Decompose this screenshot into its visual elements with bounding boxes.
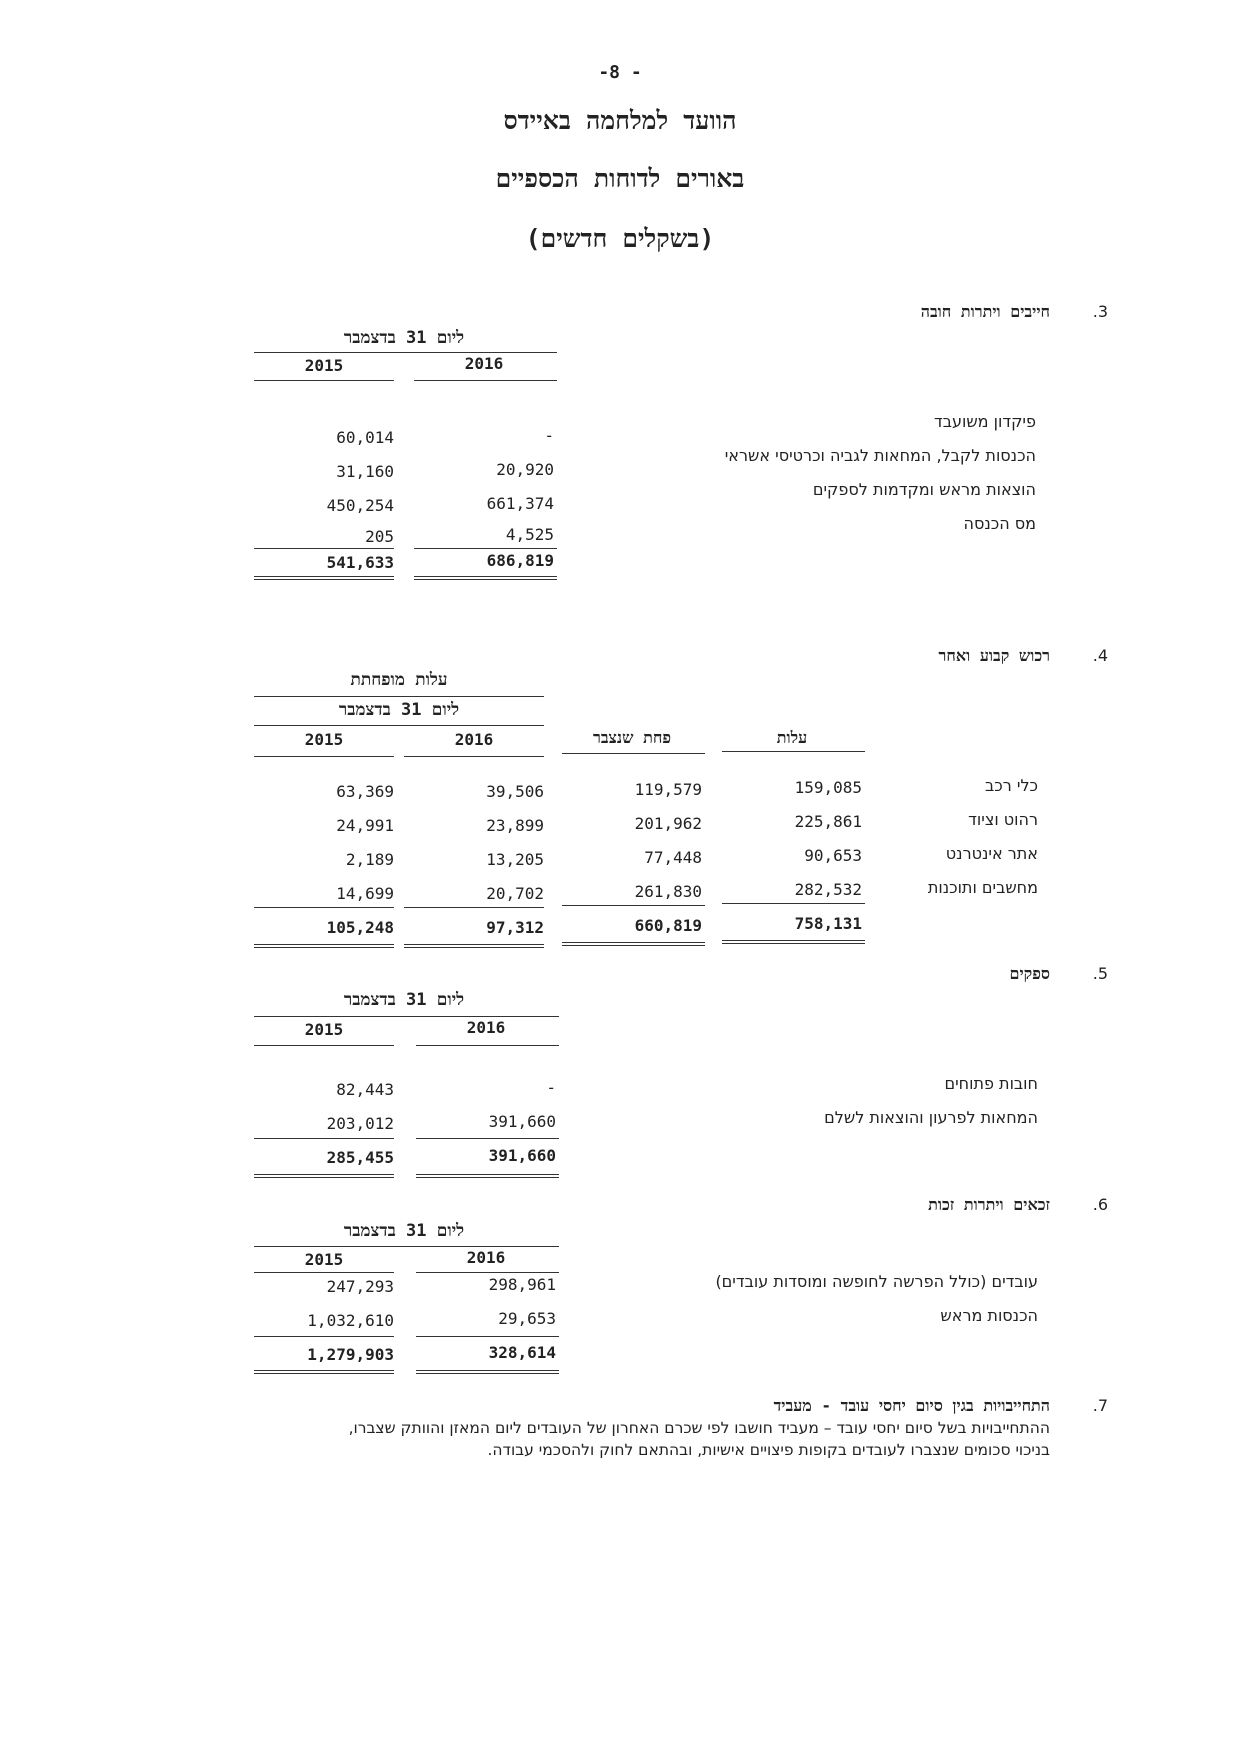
note-4-double-rule-2015 — [254, 944, 394, 948]
note-4-date-rule — [254, 725, 544, 726]
note-5-row-2016: - — [546, 1078, 556, 1097]
note-6-total-2016: 328,614 — [488, 1343, 556, 1362]
note-3-sum-rule-2015 — [254, 548, 394, 549]
note-4-depreciated-rule — [254, 696, 544, 697]
note-5-row-label: חובות פתוחים — [944, 1074, 1038, 1093]
note-7-title: התחייבויות בגין סיום יחסי עובד - מעביד — [773, 1396, 1050, 1415]
note-3-number: .3 — [1092, 302, 1108, 321]
note-5-total-2016: 391,660 — [488, 1146, 556, 1165]
note-3-row-label: הכנסות לקבל, המחאות לגביה וכרטיסי אשראי — [724, 446, 1036, 465]
note-6-number: .6 — [1092, 1195, 1108, 1214]
note-4-row-label: אתר אינטרנט — [945, 844, 1038, 863]
note-3-row-2016: 4,525 — [505, 525, 554, 544]
note-6-double-rule-2016 — [416, 1370, 559, 1374]
note-4-row-depr: 77,448 — [644, 848, 702, 867]
note-3-row-2015: 31,160 — [336, 462, 394, 481]
note-3-row-2016: 661,374 — [486, 494, 554, 513]
document-title: באורים לדוחות הכספיים — [495, 164, 745, 193]
note-5-double-rule-2015 — [254, 1174, 394, 1178]
note-6-header-rule — [254, 1246, 559, 1247]
note-4-sum-rule-2016 — [404, 907, 544, 908]
note-6-row-2016: 29,653 — [498, 1309, 556, 1328]
note-4-year-rule-2016 — [404, 756, 544, 757]
note-4-total-2016: 97,312 — [486, 918, 544, 937]
note-3-sum-rule-2016 — [414, 548, 557, 549]
note-5-year-rule-2016 — [416, 1045, 559, 1046]
note-4-row-depr: 201,962 — [634, 814, 702, 833]
note-4-total-2015: 105,248 — [326, 918, 394, 937]
note-4-row-2015: 24,991 — [336, 816, 394, 835]
note-4-row-2015: 2,189 — [345, 850, 394, 869]
note-4-col-cost: עלות — [776, 728, 808, 747]
note-5-year-2016: 2016 — [466, 1018, 506, 1037]
note-4-sum-rule-2015 — [254, 907, 394, 908]
note-4-row-cost: 225,861 — [794, 812, 862, 831]
note-3-date-header: ליום 31 בדצמבר — [343, 328, 465, 348]
note-4-row-cost: 90,653 — [804, 846, 862, 865]
note-3-row-label: מס הכנסה — [963, 514, 1036, 533]
note-3-header-rule — [254, 352, 557, 353]
note-6-row-2015: 1,032,610 — [307, 1311, 394, 1330]
note-4-row-cost: 159,085 — [794, 778, 862, 797]
note-4-year-rule-2015 — [254, 756, 394, 757]
note-5-number: .5 — [1092, 964, 1108, 983]
note-3-year-2015: 2015 — [304, 356, 344, 375]
note-5-total-2015: 285,455 — [326, 1148, 394, 1167]
note-5-title: ספקים — [1009, 964, 1050, 983]
note-4-sum-rule-depr — [562, 905, 705, 906]
note-4-row-2016: 20,702 — [486, 884, 544, 903]
note-6-row-label: עובדים (כולל הפרשה לחופשה ומוסדות עובדים) — [715, 1272, 1038, 1291]
note-4-date-header: ליום 31 בדצמבר — [338, 700, 460, 720]
note-6-sum-rule-2016 — [416, 1336, 559, 1337]
currency-title: (בשקלים חדשים) — [525, 224, 715, 253]
note-7-number: .7 — [1092, 1396, 1108, 1415]
note-3-row-2016: 20,920 — [496, 460, 554, 479]
note-4-depr-rule — [562, 753, 705, 754]
note-5-date-header: ליום 31 בדצמבר — [343, 990, 465, 1010]
note-5-row-2015: 82,443 — [336, 1080, 394, 1099]
note-4-col-accumulated-depreciation: פחת שנצבר — [592, 728, 672, 747]
note-4-row-2015: 14,699 — [336, 884, 394, 903]
note-4-double-rule-depr — [562, 942, 705, 946]
note-4-total-cost: 758,131 — [794, 914, 862, 933]
note-4-row-label: מחשבים ותוכנות — [927, 878, 1038, 897]
note-6-date-header: ליום 31 בדצמבר — [343, 1221, 465, 1241]
note-5-year-rule-2015 — [254, 1045, 394, 1046]
note-4-row-2016: 39,506 — [486, 782, 544, 801]
organization-title: הוועד למלחמה באיידס — [503, 106, 737, 135]
note-4-row-2016: 23,899 — [486, 816, 544, 835]
note-4-number: .4 — [1092, 646, 1108, 665]
note-5-header-rule — [254, 1016, 559, 1017]
note-7-text-line-2: בניכוי סכומים שנצברו לעובדים בקופות פיצויים אישיות, ובהתאם לחוק ולהסכמי עבודה. — [487, 1441, 1050, 1459]
note-5-sum-rule-2015 — [254, 1138, 394, 1139]
note-4-depreciated-header: עלות מופחתת — [350, 670, 448, 690]
note-6-double-rule-2015 — [254, 1370, 394, 1374]
note-6-total-2015: 1,279,903 — [307, 1345, 394, 1364]
note-4-double-rule-cost — [722, 940, 865, 944]
note-5-row-2015: 203,012 — [326, 1114, 394, 1133]
note-3-row-2015: 205 — [365, 527, 394, 546]
note-4-title: רכוש קבוע ואחר — [938, 646, 1050, 665]
note-3-total-2015: 541,633 — [326, 553, 394, 572]
note-3-row-2015: 60,014 — [336, 428, 394, 447]
note-4-row-cost: 282,532 — [794, 880, 862, 899]
note-4-total-depr: 660,819 — [634, 916, 702, 935]
note-6-title: זכאים ויתרות זכות — [928, 1195, 1050, 1214]
note-4-row-label: כלי רכב — [985, 776, 1038, 795]
page-number: -8 - — [598, 62, 642, 83]
note-6-row-2015: 247,293 — [326, 1277, 394, 1296]
note-3-year-rule-2016 — [414, 380, 557, 381]
note-6-row-2016: 298,961 — [488, 1275, 556, 1294]
note-3-row-label: פיקדון משועבד — [933, 412, 1036, 431]
note-3-double-rule-2016 — [414, 576, 557, 580]
note-5-row-2016: 391,660 — [488, 1112, 556, 1131]
note-4-year-2015: 2015 — [304, 730, 344, 749]
note-3-total-2016: 686,819 — [486, 551, 554, 570]
note-4-sum-rule-cost — [722, 903, 865, 904]
note-6-year-2015: 2015 — [304, 1250, 344, 1269]
note-3-double-rule-2015 — [254, 576, 394, 580]
note-6-year-rule-2015 — [254, 1272, 394, 1273]
note-3-year-2016: 2016 — [464, 354, 504, 373]
note-7-text-line-1: ההתחייבויות בשל סיום יחסי עובד – מעביד חושבו לפי שכרם האחרון של העובדים ליום המאזן והוותק שצברו, — [348, 1419, 1050, 1437]
note-5-double-rule-2016 — [416, 1174, 559, 1178]
note-4-double-rule-2016 — [404, 944, 544, 948]
note-3-row-label: הוצאות מראש ומקדמות לספקים — [812, 480, 1036, 499]
note-4-cost-rule — [722, 751, 865, 752]
note-3-title: חייבים ויתרות חובה — [920, 302, 1050, 321]
note-4-row-2016: 13,205 — [486, 850, 544, 869]
note-4-row-depr: 119,579 — [634, 780, 702, 799]
note-4-row-depr: 261,830 — [634, 882, 702, 901]
note-3-row-2015: 450,254 — [326, 496, 394, 515]
note-5-year-2015: 2015 — [304, 1020, 344, 1039]
note-4-year-2016: 2016 — [454, 730, 494, 749]
note-3-row-2016: - — [544, 426, 554, 445]
note-6-row-label: הכנסות מראש — [940, 1306, 1038, 1325]
note-3-year-rule-2015 — [254, 380, 394, 381]
note-4-row-label: רהוט וציוד — [968, 810, 1038, 829]
note-5-row-label: המחאות לפרעון והוצאות לשלם — [824, 1108, 1038, 1127]
note-6-year-2016: 2016 — [466, 1248, 506, 1267]
note-4-row-2015: 63,369 — [336, 782, 394, 801]
note-5-sum-rule-2016 — [416, 1138, 559, 1139]
note-6-sum-rule-2015 — [254, 1336, 394, 1337]
